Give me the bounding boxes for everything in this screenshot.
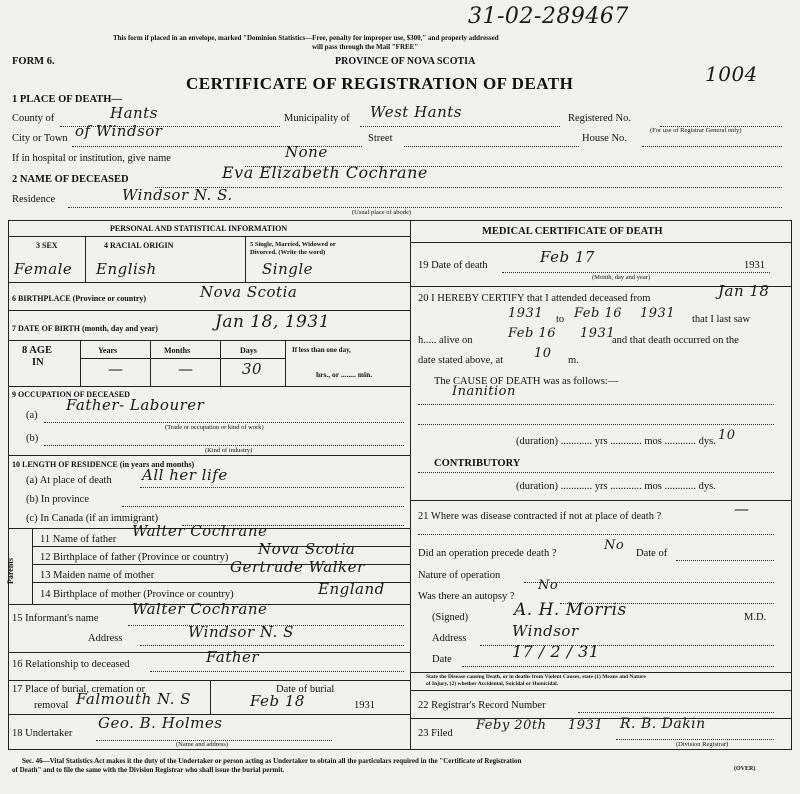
mother-label: 13 Maiden name of mother — [40, 570, 155, 581]
mother-birth-label: 14 Birthplace of mother (Province or country) — [40, 589, 234, 600]
table-left-rule — [8, 220, 9, 750]
contributory-duration: (duration) ............ yrs ............ mos ............ dys. — [516, 481, 716, 492]
rule — [140, 487, 404, 488]
parents-label: Parents — [6, 557, 15, 584]
informant-address-value: Windsor N. S — [188, 623, 294, 641]
occupation-a-marker: (a) — [26, 410, 38, 421]
rule — [150, 671, 404, 672]
age-label-2: IN — [32, 357, 44, 368]
informant-value: Walter Cochrane — [132, 600, 268, 618]
hospital-value: None — [285, 143, 328, 161]
operation-label: Did an operation precede death ? — [418, 548, 557, 559]
sex-value: Female — [14, 260, 73, 278]
in-province-label: (b) In province — [26, 494, 89, 505]
less-than-day-label: If less than one day, — [292, 346, 351, 354]
informant-address-label: Address — [88, 633, 123, 644]
burial-value: Falmouth N. S — [76, 690, 191, 708]
signed-value: A. H. Morris — [514, 600, 627, 620]
father-birth-label: 12 Birthplace of father (Province or country) — [40, 552, 229, 563]
rule — [410, 242, 792, 243]
footer-over: (OVER) — [734, 766, 756, 772]
at-place-value: All her life — [142, 466, 228, 484]
table-bottom-rule — [8, 749, 792, 750]
rule — [524, 582, 774, 583]
rule — [245, 236, 246, 282]
medical-date-value: 17 / 2 / 31 — [512, 642, 600, 661]
residence-value: Windsor N. S. — [122, 186, 233, 204]
street-label: Street — [368, 133, 393, 144]
rule — [418, 404, 774, 405]
table-center-rule — [410, 220, 411, 750]
rule — [462, 666, 774, 667]
table-right-rule — [791, 220, 792, 750]
occupation-a-value: Father- Labourer — [66, 396, 205, 414]
age-label-1: 8 AGE — [22, 345, 53, 356]
burial-year: 1931 — [354, 700, 375, 711]
father-value: Walter Cochrane — [132, 522, 268, 540]
filed-year: 1931 — [568, 718, 604, 733]
medical-address-label: Address — [432, 633, 467, 644]
registrar-note: (For use of Registrar General only) — [650, 127, 742, 134]
years-label: Years — [98, 346, 118, 355]
rule — [220, 340, 221, 386]
date-stated-label: date stated above, at — [418, 355, 504, 366]
informant-label: 15 Informant's name — [12, 613, 99, 624]
years-value: — — [108, 360, 124, 378]
residence-length-label: 10 LENGTH OF RESIDENCE (in years and months) — [12, 460, 195, 469]
undertaker-label: 18 Undertaker — [12, 728, 73, 739]
rule — [418, 472, 774, 473]
cause-duration: (duration) ............ yrs ............ mos ............ dys. — [516, 436, 716, 447]
marital-label-2: Divorced. (Write the word) — [250, 249, 326, 256]
father-label: 11 Name of father — [40, 534, 117, 545]
rule — [285, 340, 286, 386]
occurred-label: and that death occurred on the — [612, 335, 739, 346]
months-value: — — [178, 360, 194, 378]
city-label: City or Town — [12, 133, 68, 144]
burial-date-label: Date of burial — [276, 684, 335, 695]
medical-address-value: Windsor — [512, 622, 579, 640]
at-place-label: (a) At place of death — [26, 475, 112, 486]
rule — [80, 358, 285, 359]
medical-section-title: MEDICAL CERTIFICATE OF DEATH — [482, 226, 663, 237]
rule — [140, 645, 404, 646]
death-time-unit: m. — [568, 355, 579, 366]
rule — [150, 340, 151, 386]
residence-label: Residence — [12, 194, 56, 205]
rule — [418, 424, 774, 425]
violent-note-2: of Injury, (2) whether Accidental, Suicidal or Homicidal. — [426, 681, 559, 687]
certify-label: 20 I HEREBY CERTIFY that I attended deceased from — [418, 293, 651, 304]
hospital-label: If in hospital or institution, give name — [12, 153, 171, 164]
certify-to-label: to — [556, 314, 565, 325]
occupation-label: 9 OCCUPATION OF DECEASED — [12, 390, 130, 399]
place-of-death-label: 1 PLACE OF DEATH— — [12, 94, 122, 105]
deceased-name-label: 2 NAME OF DECEASED — [12, 174, 129, 185]
marital-value: Single — [262, 260, 314, 278]
file-number: 31-02-289467 — [468, 4, 629, 29]
death-date-label: 19 Date of death — [418, 260, 488, 271]
rule — [8, 236, 410, 237]
rule — [418, 534, 774, 535]
registrar-record-label: 22 Registrar's Record Number — [418, 700, 546, 711]
q21-value: — — [734, 500, 750, 518]
industry-note: (Kind of industry) — [205, 447, 253, 454]
footer-line-2: of Death" and to file the same with the Division Registrar who shall issue the burial permit. — [12, 766, 285, 774]
mother-value: Gertrude Walker — [230, 558, 365, 576]
q21-label: 21 Where was disease contracted if not at place of death ? — [418, 511, 662, 522]
table-top-rule — [8, 220, 792, 221]
death-date-year: 1931 — [744, 260, 765, 271]
street-line — [404, 146, 579, 147]
filed-label: 23 Filed — [418, 728, 453, 739]
registered-no-label: Registered No. — [568, 113, 631, 124]
racial-value: English — [96, 260, 157, 278]
certify-from-value: Jan 18 — [718, 282, 770, 300]
birthplace-value: Nova Scotia — [200, 283, 298, 301]
page-title: CERTIFICATE OF REGISTRATION OF DEATH — [186, 74, 574, 93]
city-value: of Windsor — [75, 122, 163, 140]
dob-label: 7 DATE OF BIRTH (month, day and year) — [12, 324, 158, 333]
certify-to-year: 1931 — [640, 306, 676, 321]
sex-label: 3 SEX — [36, 241, 58, 250]
rule — [85, 236, 86, 282]
alive-year: 1931 — [580, 326, 616, 341]
trade-note: (Trade or occupation or kind of work) — [165, 424, 264, 431]
rule — [8, 455, 410, 456]
burial-label-2: removal — [34, 700, 69, 711]
rule — [210, 680, 211, 714]
days-label: Days — [240, 346, 257, 355]
operation-date-label: Date of — [636, 548, 668, 559]
operation-value: No — [604, 538, 625, 553]
days-value: 30 — [242, 360, 263, 378]
rule — [44, 422, 404, 423]
alive-label: h..... alive on — [418, 335, 473, 346]
rule — [8, 310, 410, 311]
house-no-line — [642, 146, 782, 147]
signed-label: (Signed) — [432, 612, 469, 623]
municipality-line — [360, 126, 560, 127]
municipality-value: West Hants — [370, 103, 462, 121]
rule — [410, 672, 792, 673]
certify-from-year: 1931 — [508, 306, 544, 321]
nature-label: Nature of operation — [418, 570, 501, 581]
mail-notice-2: will pass through the Mail "FREE" — [312, 43, 419, 51]
burial-label-1: 17 Place of burial, cremation or — [12, 684, 145, 695]
rule — [32, 528, 33, 604]
rule — [122, 506, 404, 507]
deceased-name-value: Eva Elizabeth Cochrane — [222, 163, 428, 182]
personal-section-title: PERSONAL AND STATISTICAL INFORMATION — [110, 224, 288, 233]
rule — [616, 739, 774, 740]
autopsy-value: No — [538, 578, 559, 593]
relationship-value: Father — [206, 648, 260, 666]
cause-duration-days: 10 — [718, 428, 736, 443]
alive-value: Feb 16 — [508, 326, 556, 341]
undertaker-value: Geo. B. Holmes — [98, 714, 223, 732]
md-label: M.D. — [744, 612, 767, 623]
rule — [44, 445, 404, 446]
last-saw-label: that I last saw — [692, 314, 751, 325]
rule — [676, 560, 774, 561]
certify-to-value: Feb 16 — [574, 306, 622, 321]
rule — [8, 386, 410, 387]
burial-date-value: Feb 18 — [250, 692, 305, 710]
medical-date-label: Date — [432, 654, 452, 665]
rule — [502, 272, 770, 273]
municipality-label: Municipality of — [284, 113, 350, 124]
county-label: County of — [12, 113, 55, 124]
residence-line — [68, 207, 782, 208]
rule — [80, 340, 81, 386]
mother-birth-value: England — [318, 580, 385, 598]
marital-label-1: 5 Single, Married, Widowed or — [250, 241, 336, 248]
rule — [578, 712, 774, 713]
autopsy-label: Was there an autopsy ? — [418, 591, 515, 602]
in-canada-label: (c) In Canada (if an immigrant) — [26, 513, 159, 524]
mail-notice-1: This form if placed in an envelope, marked "Dominion Statistics—Free, penalty for improper use, $300," and properly addressed — [113, 34, 499, 42]
name-address-note: (Name and address) — [176, 741, 228, 748]
death-date-value: Feb 17 — [540, 248, 595, 266]
rule — [8, 340, 410, 341]
months-label: Months — [164, 346, 191, 355]
racial-label: 4 RACIAL ORIGIN — [104, 241, 174, 250]
cause-label: The CAUSE OF DEATH was as follows:— — [434, 376, 619, 387]
hrs-label: hrs., or ........ min. — [316, 370, 373, 379]
dob-value: Jan 18, 1931 — [215, 312, 331, 332]
page-number: 1004 — [705, 62, 758, 86]
cause-value: Inanition — [452, 384, 516, 399]
footer-line-1: Sec. 46—Vital Statistics Act makes it the duty of the Undertaker or person acting as Undertaker to obtain all the particulars required in the "Certificate of Registration — [22, 757, 522, 765]
violent-note-1: State the Disease causing Death, or in deaths from Violent Causes, state (1) Means and Nature — [426, 674, 646, 680]
form-number: FORM 6. — [12, 56, 55, 67]
birthplace-label: 6 BIRTHPLACE (Province or country) — [12, 294, 147, 303]
rule — [8, 680, 410, 681]
registrar-signature: R. B. Dakin — [620, 716, 706, 732]
province-label: PROVINCE OF NOVA SCOTIA — [335, 56, 476, 67]
death-date-note: (Month, day and year) — [592, 274, 651, 281]
relationship-label: 16 Relationship to deceased — [12, 659, 130, 670]
father-birth-value: Nova Scotia — [258, 540, 356, 558]
county-value: Hants — [110, 104, 158, 122]
filed-value: Feby 20th — [476, 718, 547, 733]
division-note: (Division Registrar) — [676, 741, 729, 748]
contributory-label: CONTRIBUTORY — [434, 458, 521, 469]
death-time-value: 10 — [534, 346, 552, 361]
abode-note: (Usual place of abode) — [352, 209, 412, 216]
deceased-name-line — [155, 187, 782, 188]
occupation-b-marker: (b) — [26, 433, 39, 444]
rule — [410, 690, 792, 691]
house-no-label: House No. — [582, 133, 627, 144]
